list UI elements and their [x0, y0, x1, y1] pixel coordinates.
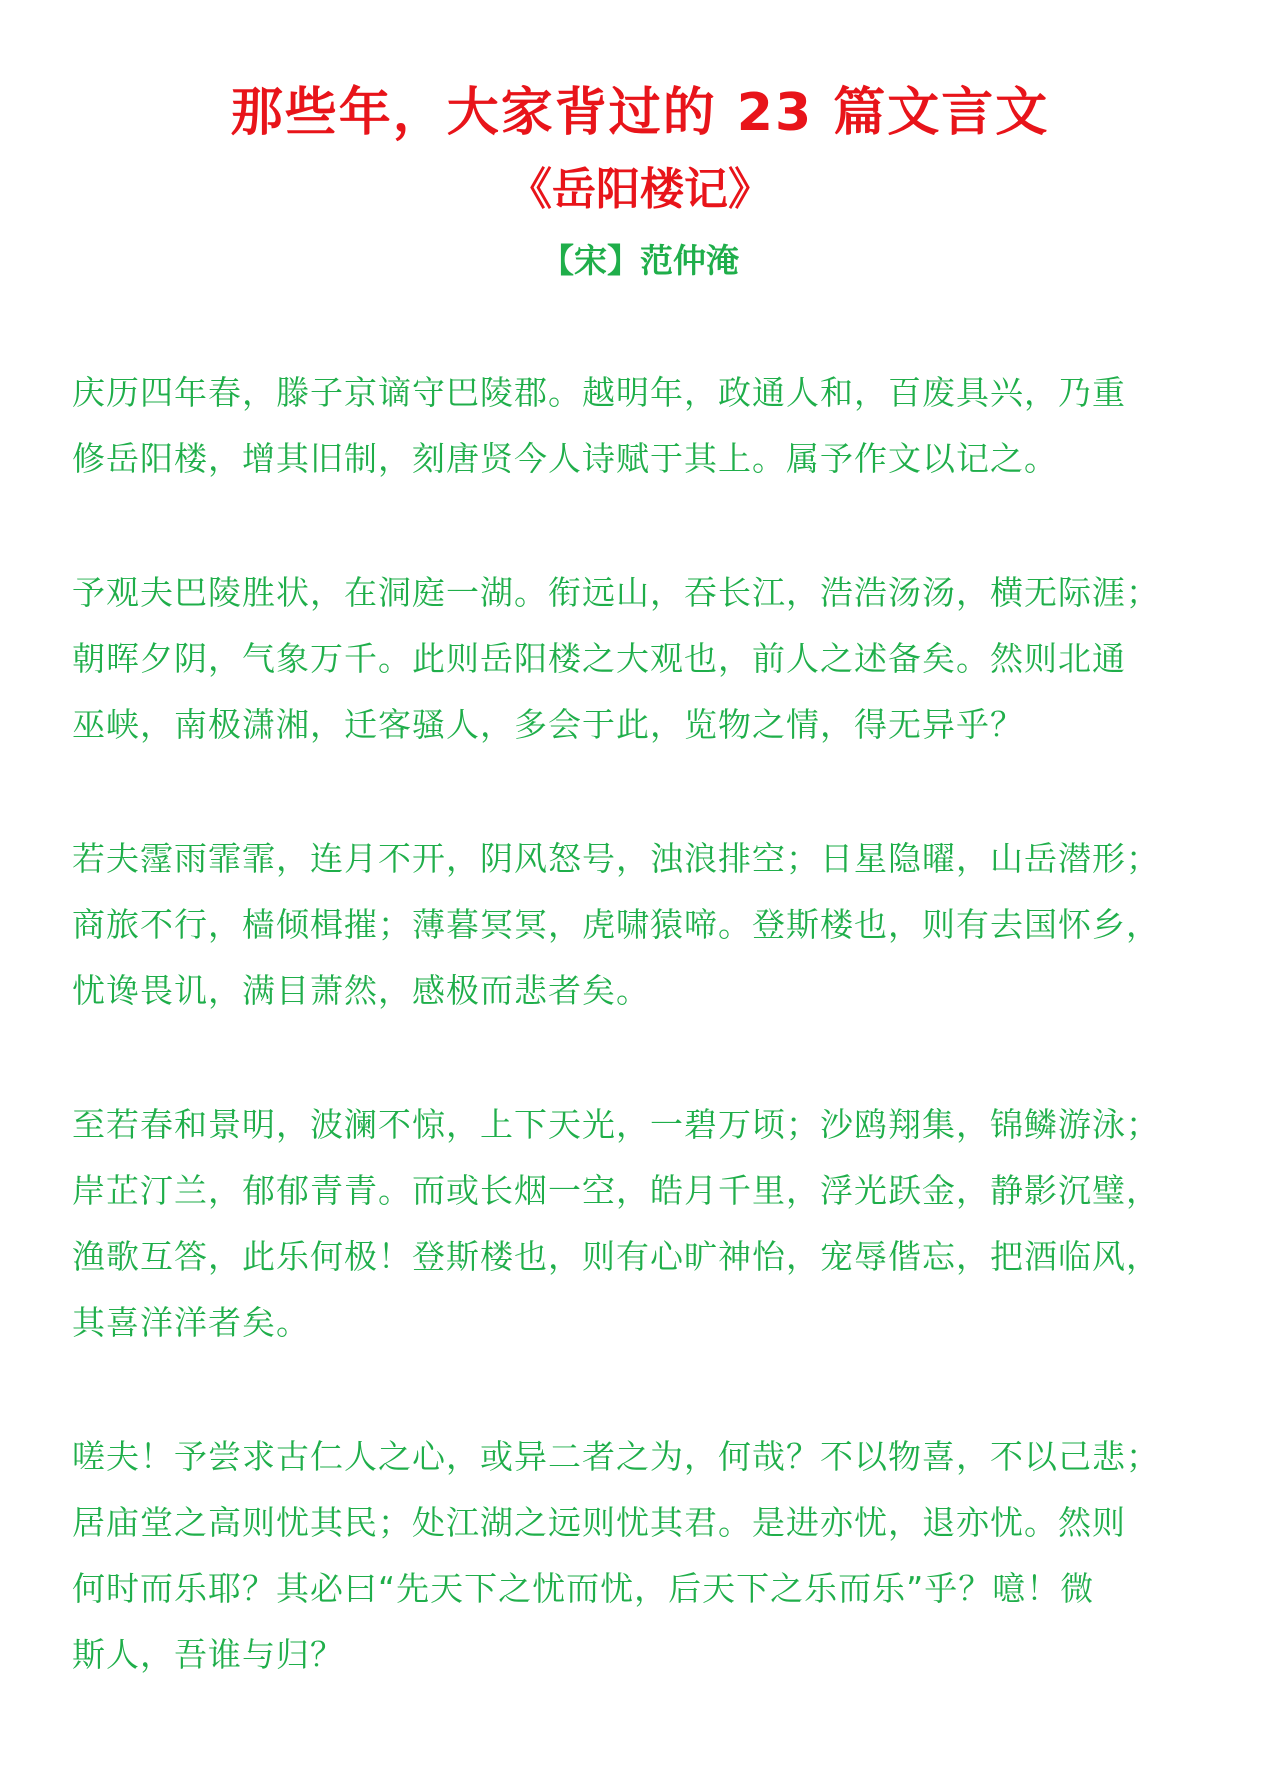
paragraph-4	[72, 1092, 1212, 1356]
paragraph-2	[72, 560, 1212, 758]
text-line: 嗟夫！予尝求古仁人之心，或异二者之为，何哉？不以物喜，不以己悲；	[72, 1437, 1160, 1476]
text-line: 岸芷汀兰，郁郁青青。而或长烟一空，皓月千里，浮光跃金，静影沉璧，	[72, 1171, 1160, 1210]
text-line: 渔歌互答，此乐何极！登斯楼也，则有心旷神怡，宠辱偕忘，把酒临风，	[72, 1237, 1160, 1276]
essay-author: 【宋】范仲淹	[541, 241, 739, 280]
page-title: 那些年，大家背过的 23 篇文言文	[230, 83, 1050, 143]
text-line: 若夫霪雨霏霏，连月不开，阴风怒号，浊浪排空；日星隐曜，山岳潜形；	[72, 839, 1160, 878]
text-line: 予观夫巴陵胜状，在洞庭一湖。衔远山，吞长江，浩浩汤汤，横无际涯；	[72, 573, 1160, 612]
essay-body	[72, 360, 1212, 1756]
paragraph-3	[72, 826, 1212, 1024]
paragraph-1	[72, 360, 1212, 492]
text-line: 巫峡，南极潇湘，迁客骚人，多会于此，览物之情，得无异乎？	[72, 705, 1024, 744]
text-line: 庆历四年春，滕子京谪守巴陵郡。越明年，政通人和，百废具兴，乃重	[72, 373, 1126, 412]
essay-title: 《岳阳楼记》	[508, 164, 772, 215]
text-line: 修岳阳楼，增其旧制，刻唐贤今人诗赋于其上。属予作文以记之。	[72, 439, 1058, 478]
text-line: 忧谗畏讥，满目萧然，感极而悲者矣。	[72, 971, 650, 1010]
text-line: 何时而乐耶？其必曰“先天下之忧而忧，后天下之乐而乐”乎？噫！微	[72, 1569, 1095, 1608]
text-line: 斯人，吾谁与归？	[72, 1635, 344, 1674]
text-line: 居庙堂之高则忧其民；处江湖之远则忧其君。是进亦忧，退亦忧。然则	[72, 1503, 1126, 1542]
text-line: 至若春和景明，波澜不惊，上下天光，一碧万顷；沙鸥翔集，锦鳞游泳；	[72, 1105, 1160, 1144]
text-line: 其喜洋洋者矣。	[72, 1303, 310, 1342]
text-line: 商旅不行，樯倾楫摧；薄暮冥冥，虎啸猿啼。登斯楼也，则有去国怀乡，	[72, 905, 1160, 944]
text-line: 朝晖夕阴，气象万千。此则岳阳楼之大观也，前人之述备矣。然则北通	[72, 639, 1126, 678]
paragraph-5	[72, 1424, 1212, 1688]
